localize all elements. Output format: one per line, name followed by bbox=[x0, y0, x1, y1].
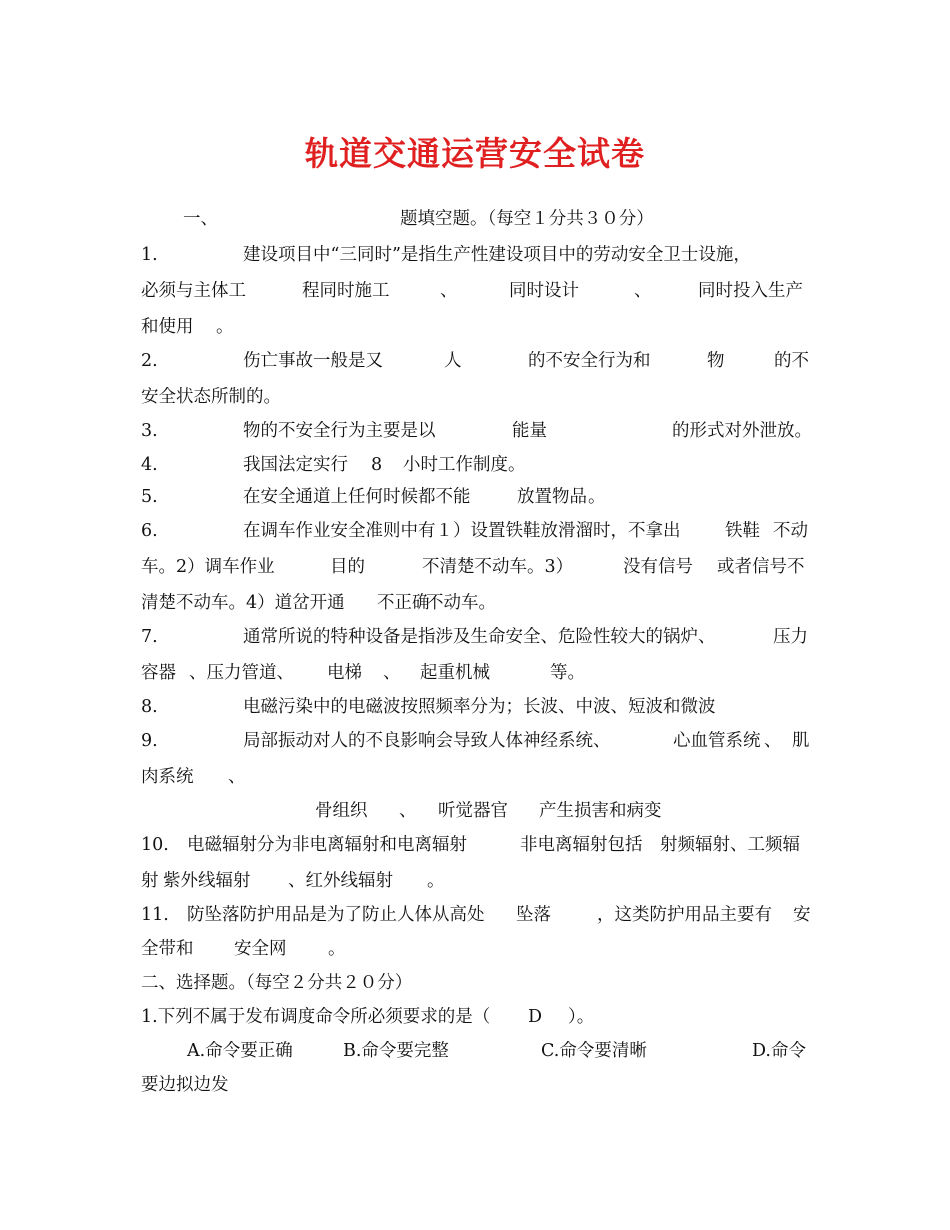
text-segment: 在安全通道上任何时候都不能 bbox=[243, 487, 471, 507]
text-line bbox=[0, 312, 950, 342]
text-segment: 不动 bbox=[773, 521, 808, 541]
text-segment: 射 bbox=[141, 871, 159, 891]
text-segment: 7. bbox=[141, 627, 158, 647]
text-segment: 6. bbox=[141, 521, 158, 541]
text-segment: 电磁污染中的电磁波按照频率分为；长波、中波、短波和微波 bbox=[243, 697, 716, 717]
text-segment: 在调车作业安全准则中有１）设置铁鞋放滑溜时，不拿出 bbox=[243, 521, 681, 541]
text-line bbox=[0, 726, 950, 756]
text-segment: 3. bbox=[141, 421, 158, 441]
text-segment: ，这类防护用品主要有 bbox=[597, 905, 772, 925]
text-segment: 同时投入生产 bbox=[698, 281, 803, 301]
text-segment: 5. bbox=[141, 487, 158, 507]
text-line bbox=[0, 588, 950, 618]
text-segment: 我国法定实行 bbox=[243, 455, 348, 475]
text-segment: 、 bbox=[764, 731, 782, 751]
text-segment: 产生损害和病变 bbox=[539, 801, 662, 821]
text-segment: 车。2）调车作业 bbox=[141, 557, 275, 577]
text-segment: 全带和 bbox=[141, 939, 194, 959]
text-segment: 。 bbox=[328, 939, 346, 959]
text-segment: 1.下列不属于发布调度命令所必须要求的是（ bbox=[141, 1007, 491, 1027]
text-line bbox=[0, 240, 950, 270]
text-segment: 通常所说的特种设备是指涉及生命安全、危险性较大的锅炉、 bbox=[243, 627, 716, 647]
text-segment: 电磁辐射分为非电离辐射和电离辐射 bbox=[187, 835, 467, 855]
text-segment: 和使用 bbox=[141, 317, 194, 337]
text-segment: 紫外线辐射 bbox=[163, 871, 251, 891]
text-segment: 安全网 bbox=[234, 939, 287, 959]
text-segment: 物 bbox=[707, 351, 725, 371]
text-segment: 的不安全行为和 bbox=[528, 351, 651, 371]
text-segment: 、红外线辐射 bbox=[288, 871, 393, 891]
text-line bbox=[0, 1002, 950, 1032]
text-segment: 10. bbox=[141, 835, 169, 855]
text-segment: D.命令 bbox=[752, 1041, 806, 1061]
text-segment: 、 bbox=[634, 281, 652, 301]
text-line bbox=[0, 934, 950, 964]
text-segment: 要边拟边发 bbox=[141, 1075, 229, 1095]
text-segment: 放置物品 bbox=[517, 487, 587, 507]
text-line bbox=[0, 552, 950, 582]
text-line bbox=[0, 658, 950, 688]
text-segment: 目的 bbox=[330, 557, 365, 577]
text-segment: 11. bbox=[141, 905, 169, 925]
text-segment: 人 bbox=[444, 351, 462, 371]
text-segment: 9. bbox=[141, 731, 158, 751]
text-segment: 的不 bbox=[774, 351, 809, 371]
text-segment: 射频辐射、工频辐 bbox=[660, 835, 800, 855]
text-line bbox=[0, 622, 950, 652]
text-segment: 起重机械 bbox=[420, 663, 490, 683]
text-segment: 2. bbox=[141, 351, 158, 371]
text-segment: 骨组织 bbox=[315, 801, 368, 821]
text-segment: 小时工作制度。 bbox=[403, 455, 526, 475]
text-segment: 没有信号 bbox=[623, 557, 693, 577]
text-line bbox=[0, 346, 950, 376]
text-segment: 、 bbox=[399, 801, 417, 821]
text-line bbox=[0, 968, 950, 998]
text-segment: 容器 bbox=[141, 663, 176, 683]
text-line bbox=[0, 416, 950, 446]
text-segment: 能量 bbox=[512, 421, 547, 441]
text-segment: 的形式对外泄放。 bbox=[672, 421, 812, 441]
text-segment: 8. bbox=[141, 697, 158, 717]
text-line bbox=[0, 830, 950, 860]
text-segment: 坠落 bbox=[516, 905, 551, 925]
text-segment: 不动车。 bbox=[426, 593, 496, 613]
text-segment: 1. bbox=[141, 245, 158, 265]
text-line bbox=[0, 692, 950, 722]
text-segment: 一、 bbox=[183, 209, 218, 229]
text-line bbox=[0, 482, 950, 512]
text-segment: A.命令要正确 bbox=[187, 1041, 293, 1061]
text-segment: 物的不安全行为主要是以 bbox=[243, 421, 436, 441]
text-segment: 二、选择题。（每空２分共２０分） bbox=[141, 973, 413, 993]
text-segment: 等。 bbox=[550, 663, 585, 683]
text-segment: 或者信号不 bbox=[717, 557, 805, 577]
text-line bbox=[0, 516, 950, 546]
text-segment: ）。 bbox=[568, 1007, 595, 1027]
text-segment: 、 bbox=[440, 281, 458, 301]
text-segment: 。 bbox=[588, 487, 606, 507]
text-line bbox=[0, 900, 950, 930]
text-segment: 肉系统 bbox=[141, 767, 194, 787]
text-line bbox=[0, 1070, 950, 1100]
text-segment: D bbox=[528, 1007, 543, 1027]
text-segment: 8 bbox=[371, 455, 383, 475]
text-segment: 听觉器官 bbox=[438, 801, 508, 821]
text-segment: 题填空题。（每空１分共３０分） bbox=[400, 209, 654, 229]
text-segment: 。 bbox=[427, 871, 445, 891]
text-segment: 、 bbox=[383, 663, 401, 683]
text-line bbox=[0, 204, 950, 234]
text-segment: 局部振动对人的不良影响会导致人体神经系统、 bbox=[243, 731, 611, 751]
text-line bbox=[0, 382, 950, 412]
text-segment: 不正确 bbox=[377, 593, 430, 613]
text-segment: 压力 bbox=[773, 627, 808, 647]
text-segment: 安 bbox=[793, 905, 811, 925]
text-line bbox=[0, 276, 950, 306]
text-line bbox=[0, 866, 950, 896]
text-line bbox=[0, 1036, 950, 1066]
exam-title: 轨道交通运营安全试卷 bbox=[305, 134, 645, 173]
text-line bbox=[0, 450, 950, 480]
text-segment: 非电离辐射包括 bbox=[520, 835, 643, 855]
text-segment: 、 bbox=[228, 767, 246, 787]
text-segment: 安全状态所制的。 bbox=[141, 387, 281, 407]
text-segment: 不清楚不动车。3） bbox=[422, 557, 574, 577]
text-segment: 4. bbox=[141, 455, 158, 475]
text-segment: 电梯 bbox=[327, 663, 362, 683]
text-segment: 清楚不动车。4）道岔开通 bbox=[141, 593, 345, 613]
text-segment: 伤亡事故一般是又 bbox=[243, 351, 383, 371]
text-segment: 程同时施工 bbox=[302, 281, 390, 301]
text-line bbox=[0, 796, 950, 826]
text-segment: C.命令要清晰 bbox=[541, 1041, 647, 1061]
text-segment: 。 bbox=[216, 317, 234, 337]
text-segment: 同时设计 bbox=[509, 281, 579, 301]
text-segment: 铁鞋 bbox=[725, 521, 760, 541]
text-line bbox=[0, 762, 950, 792]
text-segment: 心血管系统 bbox=[673, 731, 761, 751]
text-segment: 防坠落防护用品是为了防止人体从高处 bbox=[187, 905, 485, 925]
text-segment: B.命令要完整 bbox=[343, 1041, 449, 1061]
text-segment: 、压力管道、 bbox=[189, 663, 294, 683]
text-segment: 肌 bbox=[792, 731, 810, 751]
text-segment: 必须与主体工 bbox=[141, 281, 246, 301]
text-segment: 建设项目中“三同时”是指生产性建设项目中的劳动安全卫士设施， bbox=[243, 245, 751, 265]
